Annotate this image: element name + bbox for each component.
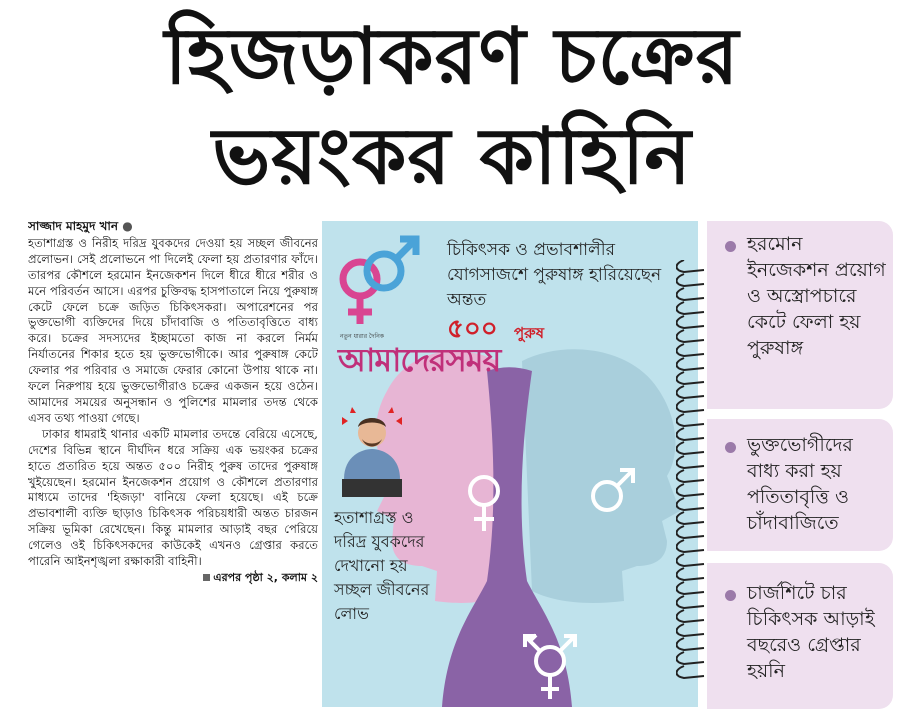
bullet-icon xyxy=(725,442,736,453)
byline xyxy=(28,219,318,235)
infographic-top-text: চিকিৎসক ও প্রভাবশালীর যোগসাজশে পুরুষাঙ্গ হারিয়েছেন অন্তত xyxy=(447,240,662,310)
square-bullet-icon xyxy=(203,574,210,581)
bullet-icon xyxy=(725,241,736,252)
story-column xyxy=(28,219,318,709)
male-head-silhouette xyxy=(522,349,680,603)
sidebar-card-1 xyxy=(707,221,893,409)
count-unit: পুরুষ xyxy=(514,324,544,342)
infographic-panel xyxy=(322,221,698,707)
sidebar-card-2-text: ভুক্তভোগীদের বাধ্য করা হয় পতিতাবৃত্তি ও চাঁদাবাজিতে xyxy=(747,434,853,534)
byline-name: সাজ্জাদ মাহমুদ খান xyxy=(28,219,119,233)
spiral-binding xyxy=(676,260,706,680)
count-number: ৫০০ xyxy=(447,314,498,344)
continued-line xyxy=(28,570,318,586)
gender-logo-icon xyxy=(343,239,416,324)
sidebar-card-2 xyxy=(707,419,893,551)
logo-tagline: নতুন ধারার দৈনিক xyxy=(340,333,384,340)
story-paragraph-2: ঢাকার ধামরাই থানার একটি মামলার তদন্তে বেরিয়ে এসেছে, দেশের বিভিন্ন স্থানে দীর্ঘদিন ধরে সক্রিয় এক ভয়ংকর চক্রের হাতে প্রতারিত হয়ে অন্তত ৫০০ নিরীহ পুরুষ তাদের পুরুষাঙ্গ খুইয়েছেন। হরমোন ইনজেকশন প্রয়োগ ও কৌশলে প্রতারণার মাধ্যমে তাদের 'হিজড়া' বানিয়ে ফেলা হয়েছে। এই চক্রে প্রভাবশালী ব্যক্তি ছাড়াও চিকিৎসক পরিচয়ধারী অন্তত চারজন সক্রিয় ভূমিকা রেখেছেন। কিন্তু মামলার আড়াই বছর পেরিয়ে গেলেও ওই চিকিৎসকদের কাউকেই এখনও গ্রেপ্তার করতে পারেনি আইনশৃঙ্খলা রক্ষাকারী বাহিনী। xyxy=(28,426,318,569)
amader-somoy-logo: আমাদেরসময় xyxy=(338,341,501,379)
story-paragraph-1: হতাশাগ্রস্ত ও নিরীহ দরিদ্র যুবকদের দেওয়া হয় সচ্ছল জীবনের প্রলোভন। সেই প্রলোভনে পা দিলেই ফেলা হয় প্রতারণার ফাঁদে। তারপর কৌশলে হরমোন ইনজেকশন দিলে ধীরে ধীরে শরীর ও মনে পরিবর্তন আসে। এরপর চুক্তিবদ্ধ হাসপাতালে নিয়ে পুরুষাঙ্গ কেটে ফেলে চক্রে জড়িত চিকিৎসকরা। অপারেশনের পর ভুক্তভোগী ব্যক্তিদের দিয়ে চাঁদাবাজি ও পতিতাবৃত্তিতে বাধ্য করে। চক্রের সদস্যদের ইচ্ছামতো কাজ না করলে নির্মম নির্যাতনের শিকার হতে হয় ভুক্তভোগীকে। আর পুরুষাঙ্গ কেটে ফেলার পর পরিবার ও সমাজে ফেরার কোনো উপায় থাকে না। ফলে নিরুপায় হয়ে ভুক্তভোগীরাও চক্রের একজন হয়ে ওঠেন। আমাদের সময়ের অনুসন্ধান ও পুলিশের মামলার তদন্ত থেকে এসব তথ্য পাওয়া গেছে। xyxy=(28,235,318,425)
headline-line-2: ভয়ংকর কাহিনি xyxy=(212,112,692,202)
sidebar-card-3-text: চার্জশিটে চার চিকিৎসক আড়াই বছরেও গ্রেপ্তার হয়নি xyxy=(747,582,875,682)
sidebar-card-3 xyxy=(707,563,893,709)
continued-label: এরপর পৃষ্ঠা ২, কলাম ২ xyxy=(213,570,318,584)
lure-text: হতাশাগ্রস্ত ও দরিদ্র যুবকদের দেখানো হয় সচ্ছল জীবনের লোভ xyxy=(334,508,430,623)
headline-line-1: হিজড়াকরণ চক্রের xyxy=(164,12,740,102)
bullet-icon xyxy=(725,590,736,601)
sidebar-card-1-text: হরমোন ইনজেকশন প্রয়োগ ও অস্ত্রোপচারে কেটে ফেলা হয় পুরুষাঙ্গ xyxy=(747,233,886,359)
byline-dot-icon: ● xyxy=(122,219,133,233)
